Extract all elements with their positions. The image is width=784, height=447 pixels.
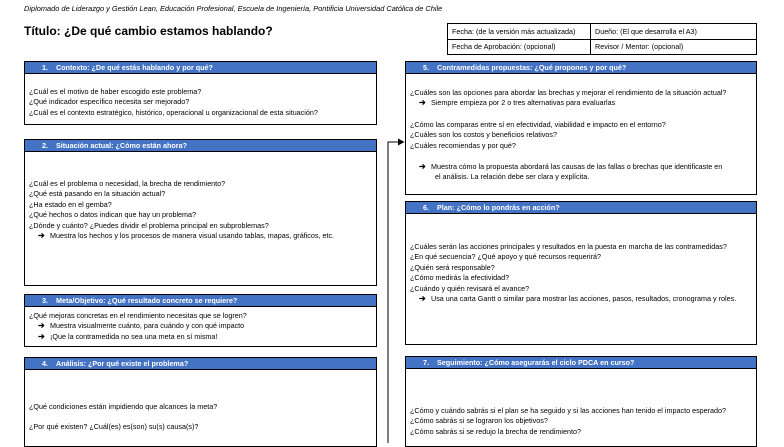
guidance-text-continued: el análisis. La relación debe ser clara y explícita. — [435, 172, 590, 182]
arrow-right-icon: ➔ — [419, 294, 426, 304]
question-line: ¿Cuáles recomiendas y por qué? — [410, 140, 516, 150]
section-analisis — [24, 357, 377, 447]
section-header — [25, 358, 376, 370]
meta-fecha: Fecha: (de la versión más actualizada) — [452, 27, 576, 36]
guidance-text: Siempre empieza por 2 o tres alternativas para evaluarlas — [431, 98, 616, 108]
question-line: ¿Cuál es el contexto estratégico, histórico, operacional u organizacional de esta situación? — [29, 107, 318, 117]
meta-dueno: Dueño: (El que desarrolla el A3) — [595, 27, 697, 36]
section-title: Análisis: ¿Por qué existe el problema? — [56, 359, 189, 368]
question-line: ¿Ha estado en el gemba? — [29, 199, 112, 209]
section-contexto — [24, 61, 377, 125]
question-line: ¿Quién será responsable? — [410, 262, 495, 272]
section-header — [25, 140, 376, 152]
section-meta-objetivo — [24, 294, 377, 347]
question-line: ¿Cuáles serán las acciones principales y resultados en la puesta en marcha de las contramedidas? — [410, 242, 727, 251]
question-line: ¿Qué hechos o datos indican que hay un problema? — [29, 210, 197, 220]
question-line: ¿Cómo las comparas entre sí en efectividad, viabilidad e impacto en el entorno? — [410, 119, 666, 129]
section-number: 7. — [423, 358, 429, 367]
section-title: Meta/Objetivo: ¿Qué resultado concreto se requiere? — [56, 296, 238, 305]
question-line: ¿Por qué existen? ¿Cuál(es) es(son) su(s) causa(s)? — [29, 422, 199, 432]
question-line: ¿En qué secuencia? ¿Qué apoyo y qué recursos requerirá? — [410, 252, 601, 262]
question-line: ¿Cuál es el problema o necesidad, la brecha de rendimiento? — [29, 179, 226, 188]
guidance-line — [410, 294, 756, 304]
guidance-line — [410, 162, 756, 172]
guidance-line — [410, 98, 756, 108]
page-title: Título: ¿De qué cambio estamos hablando? — [24, 24, 273, 38]
section-header — [25, 295, 376, 307]
arrow-right-icon: ➔ — [419, 98, 426, 108]
question-line: ¿Qué condiciones están impidiendo que alcances la meta? — [29, 402, 218, 411]
section-title: Contramedidas propuestas: ¿Qué propones y por qué? — [437, 63, 627, 72]
section-title: Situación actual: ¿Cómo están ahora? — [56, 141, 187, 150]
section-situacion-actual — [24, 139, 377, 286]
guidance-text: ¡Que la contramedida no sea una meta en sí misma! — [50, 331, 218, 341]
arrow-right-icon: ➔ — [38, 231, 45, 241]
section-header — [406, 202, 756, 214]
section-number: 3. — [42, 296, 48, 305]
section-number: 1. — [42, 63, 48, 72]
question-line: ¿Cuándo y quién revisará el avance? — [410, 283, 530, 293]
question-line: ¿Qué está pasando en la situación actual? — [29, 189, 166, 199]
metadata-table — [447, 23, 757, 55]
guidance-line — [29, 231, 376, 241]
question-line: ¿Cuál es el motivo de haber escogido este problema? — [29, 87, 202, 96]
guidance-text: Muestra visualmente cuánto, para cuándo y con qué impacto — [50, 321, 245, 331]
section-title: Plan: ¿Cómo lo pondrás en acción? — [437, 203, 560, 212]
guidance-line — [29, 321, 376, 331]
guidance-text: Muestra los hechos y los procesos de manera visual usando tablas, mapas, gráficos, etc. — [50, 231, 335, 241]
section-number: 5. — [423, 63, 429, 72]
section-number: 2. — [42, 141, 48, 150]
question-line: ¿Qué mejoras concretas en el rendimiento necesitas que se logren? — [29, 311, 247, 320]
guidance-line — [29, 332, 376, 342]
section-plan — [405, 201, 757, 345]
flow-connector-arrow — [384, 138, 406, 444]
guidance-text: Usa una carta Gantt o similar para mostrar las acciones, pasos, resultados, cronograma y roles. — [431, 294, 737, 304]
question-line: ¿Cuáles son las opciones para abordar las brechas y mejorar el rendimiento de la situación actual? — [410, 88, 727, 97]
section-header — [406, 357, 756, 369]
section-number: 6. — [423, 203, 429, 212]
question-line: ¿Cómo y cuándo sabrás si el plan se ha seguido y si las acciones han tenido el impacto esperado? — [410, 406, 727, 415]
section-number: 4. — [42, 359, 48, 368]
arrow-right-icon: ➔ — [38, 321, 45, 331]
document-header: Diplomado de Liderazgo y Gestión Lean, Educación Profesional, Escuela de Ingeniería, Pontificia Universidad Católica de Chile — [24, 4, 443, 13]
question-line: ¿Qué indicador específico necesita ser mejorado? — [29, 97, 190, 107]
guidance-text: Muestra cómo la propuesta abordará las causas de las fallas o brechas que identificaste en — [431, 162, 723, 172]
arrow-right-icon: ➔ — [38, 331, 45, 341]
section-seguimiento — [405, 356, 757, 447]
section-header — [406, 62, 756, 74]
section-title: Contexto: ¿De qué estás hablando y por qué? — [56, 63, 213, 72]
section-contramedidas — [405, 61, 757, 195]
question-line: ¿Cómo sabrás si se lograron los objetivos? — [410, 416, 548, 426]
section-title: Seguimiento: ¿Cómo asegurarás el ciclo PDCA en curso? — [437, 358, 635, 367]
question-line: ¿Cómo sabrás si se redujo la brecha de rendimiento? — [410, 426, 581, 436]
section-header — [25, 62, 376, 74]
question-line: ¿Cuáles son los costos y beneficios relativos? — [410, 130, 558, 140]
meta-fecha-aprobacion: Fecha de Aprobación: (opcional) — [452, 42, 556, 51]
question-line: ¿Dónde y cuánto? ¿Puedes dividir el problema principal en subproblemas? — [29, 220, 269, 230]
question-line: ¿Cómo medirás la efectividad? — [410, 273, 510, 283]
arrow-right-icon: ➔ — [419, 162, 426, 172]
meta-revisor: Revisor / Mentor: (opcional) — [595, 42, 684, 51]
